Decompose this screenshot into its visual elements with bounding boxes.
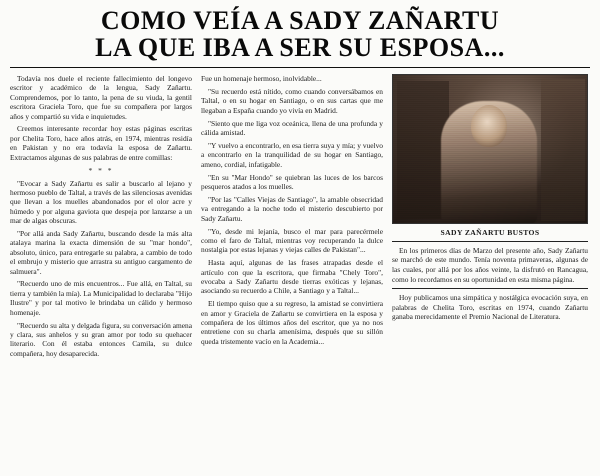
paragraph: En los primeros días de Marzo del presente año, Sady Zañartu se marchó de este mundo. Tenía noventa primaveras, algunas de las cuales, por allá por los años veinte, la disfrutó en Rancagua, como lo recordamos en su oportunidad en esta misma página. (392, 245, 588, 284)
sady-zanartu-portrait-photo (392, 74, 588, 224)
paragraph: Hoy publicamos una simpática y nostálgica evocación suya, en palabras de Chelita Toro, escritas en 1974, cuando Zañartu ganaba merecidamente el Premio Nacional de Literatura. (392, 293, 588, 322)
paragraph: "Su recuerdo está nítido, como cuando conversábamos en Taltal, o en su hogar en Santiago, o en sus cartas que me llegaban a España cuando yo vivía en Madrid. (201, 86, 383, 115)
article-column-2 (201, 74, 383, 474)
paragraph: El tiempo quiso que a su regreso, la amistad se convirtiera en amor y Graciela de Zañartu se convirtiera en la esposa y compañera de los últimos años del escritor, que ya no nos entretiene con su charla amenísima, después que su sillón queda tristemente vacío en la Academia... (201, 299, 383, 346)
article-columns (10, 74, 590, 474)
paragraph: "Recuerdo uno de mis encuentros... Fue allá, en Taltal, su tierra y también la mía). La Municipalidad lo declaraba "Hijo Ilustre" y por tal motivo le brindaba un cálido y hermoso homenaje. (10, 279, 192, 317)
caption-divider (392, 241, 588, 242)
paragraph: Creemos interesante recordar hoy estas páginas escritas por Chelita Toro, hace años atrás, en 1974, mientras residía en Pakistan y no era todavía la esposa de Zañartu. Extractamos algunas de sus palabras de entre comillas: (10, 124, 192, 162)
paragraph: "Y vuelvo a encontrarlo, en esa tierra suya y mía; y vuelvo a encontrarlo en la tranquilidad de su hogar en Santiago, ameno, cordial, infatigable. (201, 140, 383, 169)
photo-caption: SADY ZAÑARTU BUSTOS (440, 228, 540, 238)
paragraph: Fue un homenaje hermoso, inolvidable... (201, 74, 322, 84)
paragraph: "Recuerdo su alta y delgada figura, su conversación amena y clara, sus anhelos y su gran amor por todo su quehacer literario. Con él estaba entonces Camila, su dulce compañera, hoy desaparecida. (10, 320, 192, 358)
paragraph: "En su "Mar Hondo" se quiebran las luces de los barcos pesqueros atados a los muelles. (201, 172, 383, 191)
article-column-1 (10, 74, 192, 474)
article-column-3 (392, 74, 588, 474)
page-title (10, 8, 590, 61)
headline-line-2: LA QUE IBA A SER SU ESPOSA... (95, 32, 505, 62)
sidebar-text (392, 246, 588, 326)
paragraph: Hasta aquí, algunas de las frases atrapadas desde el artículo con que la escritora, que firmaba "Chely Toro", evocaba a Sady Zañartu desde tierras exóticas y lejanas, asociando su recuerdo a Chile, a Santiago y a Taltal... (201, 258, 383, 296)
headline-line-1: COMO VEÍA A SADY ZAÑARTU (100, 6, 500, 35)
headline-divider (10, 67, 590, 68)
paragraph: "Evocar a Sady Zañartu es salir a buscarlo al lejano y hermoso pueblo de Taltal, a través de las silenciosas avenidas que llevan a los muelles abandonados por el olor acre y húmedo y por alguna gaviota que despeja por lanzarse a un mar de algas obscuras. (10, 178, 192, 226)
paragraph: "Yo, desde mi lejanía, busco el mar para parecérmele como el faro de Taltal, mientras voy recuperando la dulce nostalgia por estas lejanas y viejas calles de Pakistan"... (201, 226, 383, 255)
paragraph: "Por allá anda Sady Zañartu, buscando desde la más alta atalaya marina la exacta dimensión de su "mar hondo", absoluto, único, para entregarle su palabra, a cambio de todo el embrujo y misterio que arrastra su antiguo cargamento de salmuera". (10, 229, 192, 276)
sidebar-divider (392, 288, 588, 289)
paragraph-separator: * * * (88, 165, 114, 175)
paragraph: "Por las "Calles Viejas de Santiago", la amable obsecridad va entregando a la noche todo el misterio descubierto por Sady Zañartu. (201, 194, 383, 223)
paragraph: Todavía nos duele el reciente fallecimiento del longevo escritor y académico de la lengua, Sady Zañartu. Comprendemos, por lo tanto, la pena de su viuda, la gentil escritora Graciela Toro, que fue su compañera por largos años y compartió su vida e inquietudes. (10, 74, 192, 121)
paragraph: "Siento que me liga voz oceánica, llena de una profunda y cálida amistad. (201, 118, 383, 137)
photo-grain-overlay (393, 75, 587, 223)
